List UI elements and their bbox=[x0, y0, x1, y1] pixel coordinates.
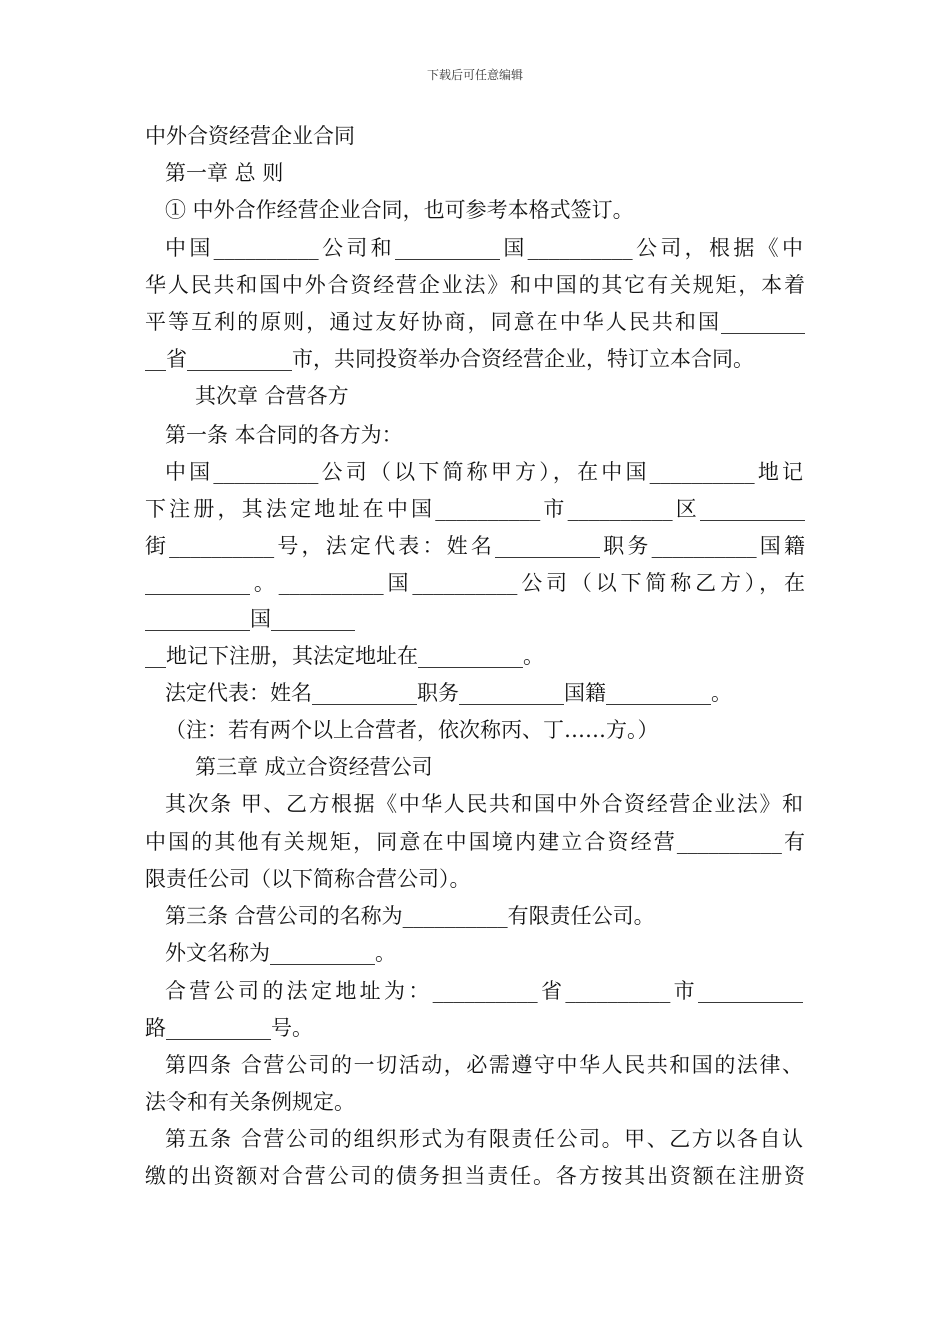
body-line: 外文名称为__________。 bbox=[165, 941, 396, 965]
article-line: 第五条 合营公司的组织形式为有限责任公司。甲、乙方以各自认 bbox=[165, 1127, 803, 1151]
body-line: 街__________号，法定代表：姓名__________职务__________国籍 bbox=[145, 534, 805, 558]
body-line: 路__________号。 bbox=[145, 1016, 313, 1040]
body-line: __地记下注册，其法定地址在__________。 bbox=[145, 644, 544, 668]
body-line: 缴的出资额对合营公司的债务担当责任。各方按其出资额在注册资 bbox=[145, 1164, 805, 1188]
chapter-heading: 第一章 总 则 bbox=[165, 161, 284, 185]
body-line: 限责任公司（以下简称合营公司）。 bbox=[145, 867, 471, 891]
article-line: 第三条 合营公司的名称为__________有限责任公司。 bbox=[165, 904, 655, 928]
article-line: 其次条 甲、乙方根据《中华人民共和国中外合资经营企业法》和 bbox=[165, 792, 803, 816]
body-line: __________。__________国__________公司（以下简称乙方），在 bbox=[145, 571, 805, 595]
body-line: 平等互利的原则，通过友好协商，同意在中华人民共和国________ bbox=[145, 310, 805, 334]
body-line: 合营公司的法定地址为：__________省__________市__________ bbox=[165, 979, 803, 1003]
chapter-heading: 第三章 成立合资经营公司 bbox=[195, 755, 433, 779]
body-line: 中国__________公司和__________国__________公司，根据《中 bbox=[165, 236, 803, 260]
article-line: 第一条 本合同的各方为： bbox=[165, 423, 403, 447]
body-line: 法定代表：姓名__________职务__________国籍__________。 bbox=[165, 681, 732, 705]
body-line: 法令和有关条例规定。 bbox=[145, 1090, 355, 1114]
page-header: 下载后可任意编辑 bbox=[426, 68, 523, 82]
body-line: 下注册，其法定地址在中国__________市__________区__________ bbox=[145, 497, 805, 521]
chapter-heading: 其次章 合营各方 bbox=[195, 384, 349, 408]
article-line: 第四条 合营公司的一切活动，必需遵守中华人民共和国的法律、 bbox=[165, 1053, 803, 1077]
body-line: 中国的其他有关规矩，同意在中国境内建立合资经营__________有 bbox=[145, 830, 805, 854]
body-line: __省__________市，共同投资举办合资经营企业，特订立本合同。 bbox=[145, 347, 754, 371]
document-title: 中外合资经营企业合同 bbox=[145, 124, 355, 148]
note-line: （注：若有两个以上合营者，依次称丙、丁……方。） bbox=[165, 718, 659, 742]
note-line: ① 中外合作经营企业合同，也可参考本格式签订。 bbox=[165, 198, 634, 222]
body-line: 华人民共和国中外合资经营企业法》和中国的其它有关规矩，本着 bbox=[145, 273, 805, 297]
body-line: __________国________ bbox=[145, 607, 355, 631]
body-line: 中国__________公司（以下简称甲方），在中国__________地记 bbox=[165, 460, 803, 484]
